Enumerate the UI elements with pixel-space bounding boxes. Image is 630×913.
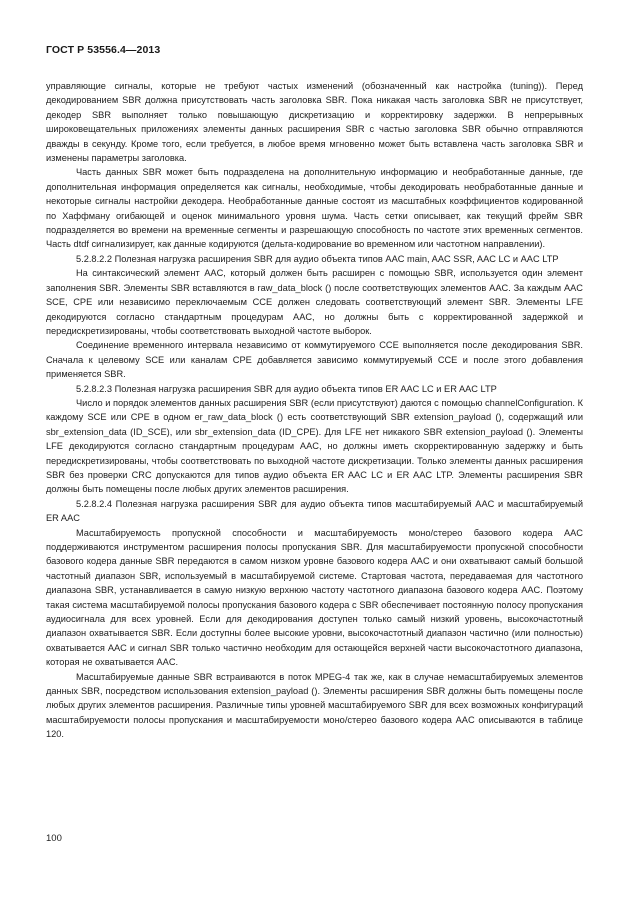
section-heading: 5.2.8.2.4 Полезная нагрузка расширения SBR для аудио объекта типов масштабируемый AAC и масштабируемый ER AAC [46, 498, 583, 524]
paragraph: управляющие сигналы, которые не требуют частых изменений (обозначенный как настройка (tuning)). Перед декодированием SBR должна присутствовать часть заголовка SBR. Пока никакая часть заголовка SBR не присутствует, декодер SBR выполняет только повышающую дискретизацию и корректировку задержки. В непрерывных широковещательных приложениях элементы данных расширения SBR с частью заголовка SBR обычно отправляются дважды в секунду. Кроме того, если требуется, в любое время мгновенно может быть вставлена часть заголовка SBR и изменены параметры заголовка. [46, 81, 583, 164]
body-text [46, 79, 583, 742]
page-number: 100 [46, 833, 62, 844]
paragraph: Соединение временного интервала независимо от коммутируемого CCE выполняется после декодирования SBR. Сначала к целевому SCE или каналам CPE добавляется зависимо коммутируемый CCE и после этого добавления применяется SBR. [46, 340, 583, 380]
section-heading: 5.2.8.2.3 Полезная нагрузка расширения SBR для аудио объекта типов ER AAC LC и ER AAC LTP [76, 383, 497, 394]
paragraph: Масштабируемость пропускной способности и масштабируемость моно/стерео базового кодера AAC поддерживаются инструментом расширения полосы пропускания SBR. Для масштабируемости пропускной способности базового кодера данные SBR передаются в самом низком уровне базового кодера AAC и они охватывают самый большой частотный диапазон SBR, используемый в масштабируемой системе. Стартовая частота, передаваемая для частотного диапазона SBR, устанавливается в самую низкую верхнюю частоту частотного диапазона базового кодера AAC. Поэтому такая система масштабируемой полосы пропускания базового кодера с SBR обеспечивает постоянную полосу пропускания аудиосигнала для всех уровней. Если для декодирования доступен только самый низкий уровень, высокочастотный диапазон охватывается SBR. Если доступны более высокие уровни, высокочастотный диапазон частично (или полностью) охватывается AAC и сигнал SBR только частично необходим для остающейся верхней части высокочастотного диапазона, которая не охватывается AAC. [46, 527, 583, 668]
section-heading: 5.2.8.2.2 Полезная нагрузка расширения SBR для аудио объекта типов AAC main, AAC SSR, AAC LC и AAC LTP [76, 253, 559, 264]
paragraph: Масштабируемые данные SBR встраиваются в поток MPEG-4 так же, как в случае немасштабируемых элементов данных SBR, посредством использования extension_payload (). Элементы расширения SBR должны быть помещены после любых других элементов расширения. Различные типы уровней масштабируемого SBR для всех возможных конфигураций масштабируемости полосы пропускания и масштабируемости моно/стерео базового кодера AAC описываются в таблице 120. [46, 671, 583, 740]
paragraph: Часть данных SBR может быть подразделена на дополнительную информацию и необработанные данные, где дополнительная информация определяется как сигналы, необходимые, чтобы декодировать необработанные данные и некоторые сигналы настройки декодера. Необработанные данные состоят из масштабных коэффициентов кодированной по Хаффману огибающей и оценок минимального уровня шума. Часть сетки описывает, как текущий фрейм SBR подразделяется во времени на временные сегменты и разрешающую способность по частоте этих временных сегментов. Часть dtdf сигнализирует, как данные кодируются (дельта-кодирование во временном или частотном направлении). [46, 167, 583, 250]
paragraph: На синтаксический элемент AAC, который должен быть расширен с помощью SBR, используется один элемент заполнения SBR. Элементы SBR вставляются в raw_data_block () после соответствующих элементов AAC. За каждым AAC SCE, CPE или независимо переключаемым CCE должен следовать соответствующий элемент SBR. Элементы LFE декодируются согласно стандартным процедурам AAC, но должны быть с корректированной задержкой и передискретизированы, чтобы соответствовать выходной частоте выборок. [46, 268, 583, 336]
paragraph: Число и порядок элементов данных расширения SBR (если присутствуют) даются с помощью channelConfiguration. К каждому SCE или CPE в одном er_raw_data_block () есть соответствующий SBR extension_payload (), содержащий или sbr_extension_data (ID_SCE), или sbr_extension_data (ID_CPE). Для LFE нет никакого SBR extension_payload (). Элементы LFE декодируются согласно стандартным процедурам AAC, но должны иметь скорректированную задержку и быть передискретизированы, чтобы соответствовать по выходной частоте дискретизации. Только элементы данных расширения SBR без проверки CRC допускаются для типов аудио объекта ER AAC LC и ER AAC LTP. Элементы расширения SBR должны быть помещены после любых других элементов расширения. [46, 397, 583, 495]
standard-header: ГОСТ Р 53556.4—2013 [46, 44, 161, 56]
